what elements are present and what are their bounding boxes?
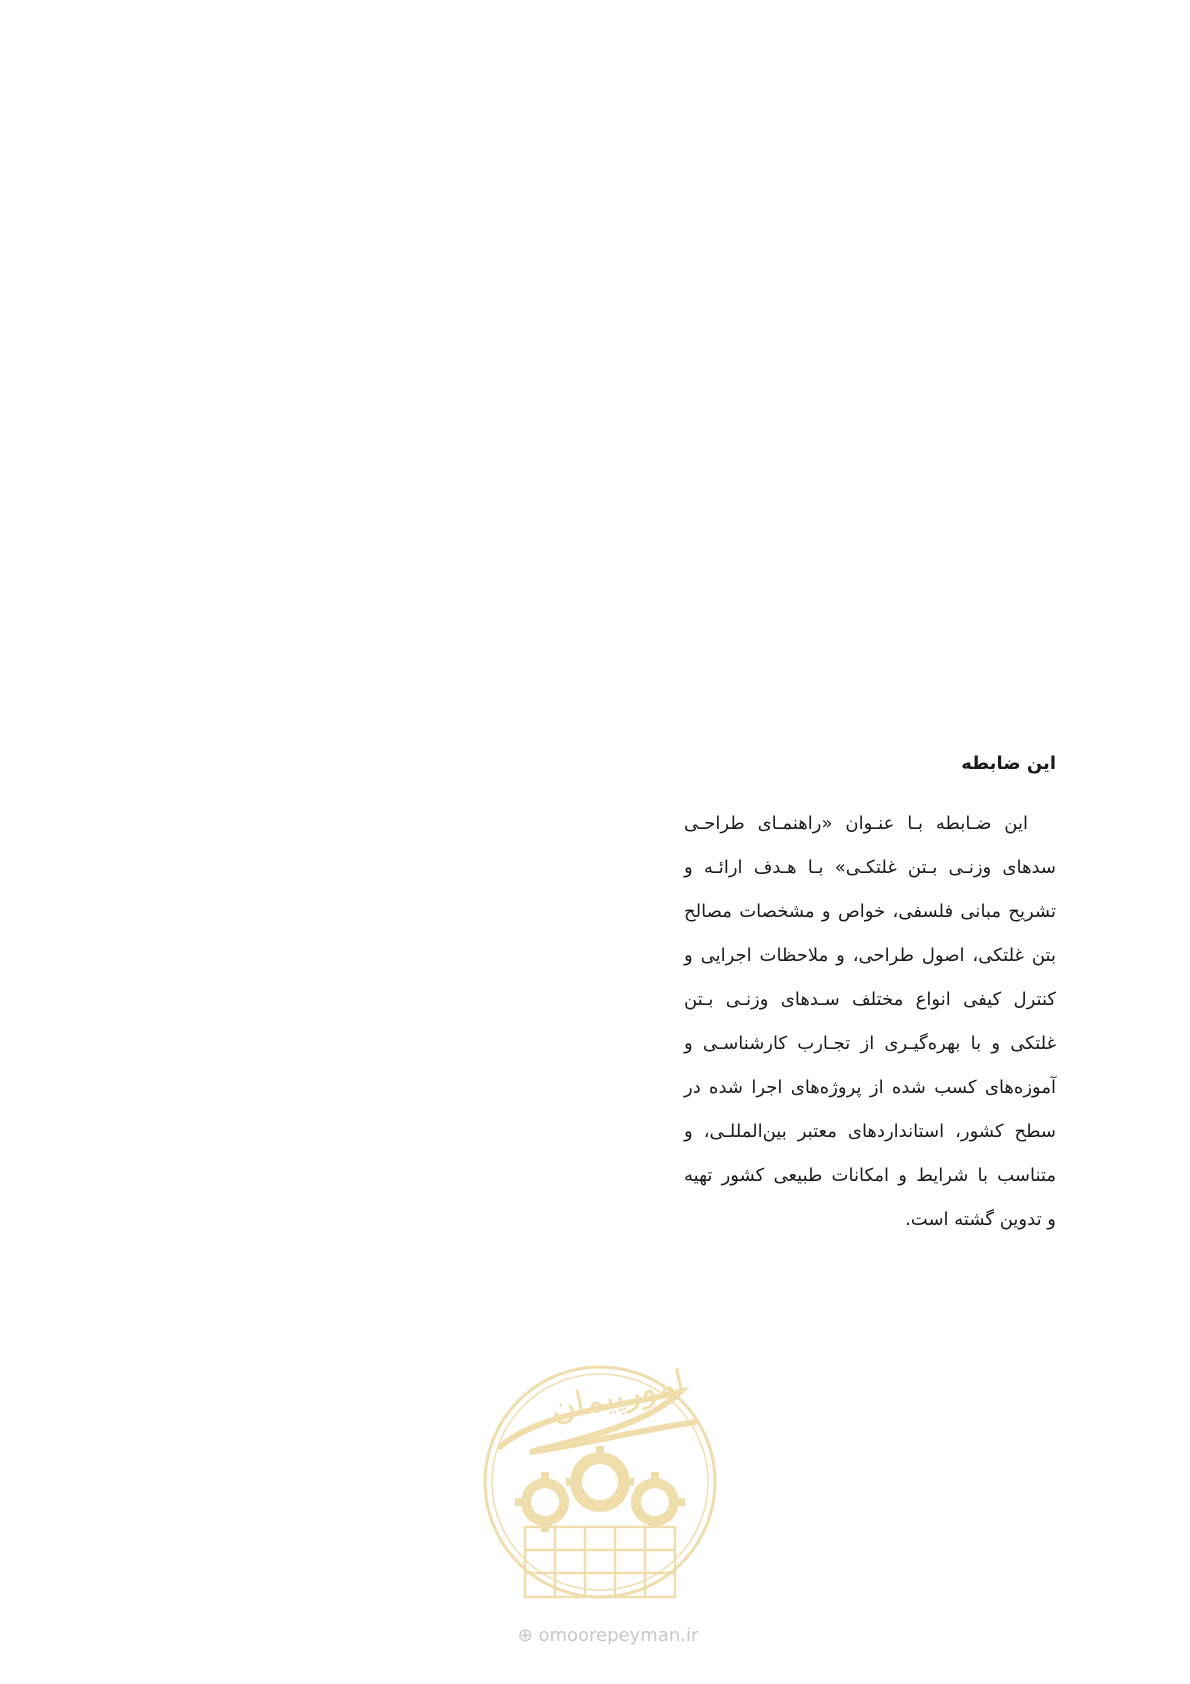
watermark-url (488, 1625, 728, 1646)
paragraph-line-7: آموزه‌های کسب شده از پروژه‌های اجرا شده در (684, 1077, 1056, 1098)
watermark-logo-text: امورپیمان (546, 1362, 689, 1430)
globe-icon: ⊕ (517, 1625, 533, 1646)
paragraph-line-1: این ضـابطه بـا عنـوان «راهنمـای طراحـی (684, 813, 1028, 834)
paragraph-line-3: تشریح مبانی فلسفی، خواص و مشخصات مصالح (684, 901, 1056, 922)
watermark-logo (470, 1352, 730, 1622)
paragraph-line-5: کنترل کیفی انواع مختلف سـدهای وزنـی بـتن (684, 989, 1056, 1010)
section-heading: این ضابطه (961, 753, 1056, 774)
document-section (684, 752, 1056, 1242)
paragraph-line-6: غلتکی و با بهره‌گیـری از تجـارب کارشناسـی و (684, 1033, 1056, 1054)
section-paragraph (684, 802, 1056, 1242)
paragraph-line-2: سدهای وزنـی بـتن غلتکـی» بـا هـدف ارائـه و (684, 857, 1056, 878)
watermark-url-text: omoorepeyman.ir (538, 1625, 699, 1646)
paragraph-line-10: و تدوین گشته است. (905, 1209, 1056, 1230)
paragraph-line-9: متناسب با شرایط و امکانات طبیعی کشور تهیه (684, 1165, 1056, 1186)
paragraph-line-8: سطح کشور، استانداردهای معتبر بین‌المللـی، و (684, 1121, 1056, 1142)
paragraph-line-4: بتن غلتکی، اصول طراحی، و ملاحظات اجرایی و (684, 945, 1056, 966)
